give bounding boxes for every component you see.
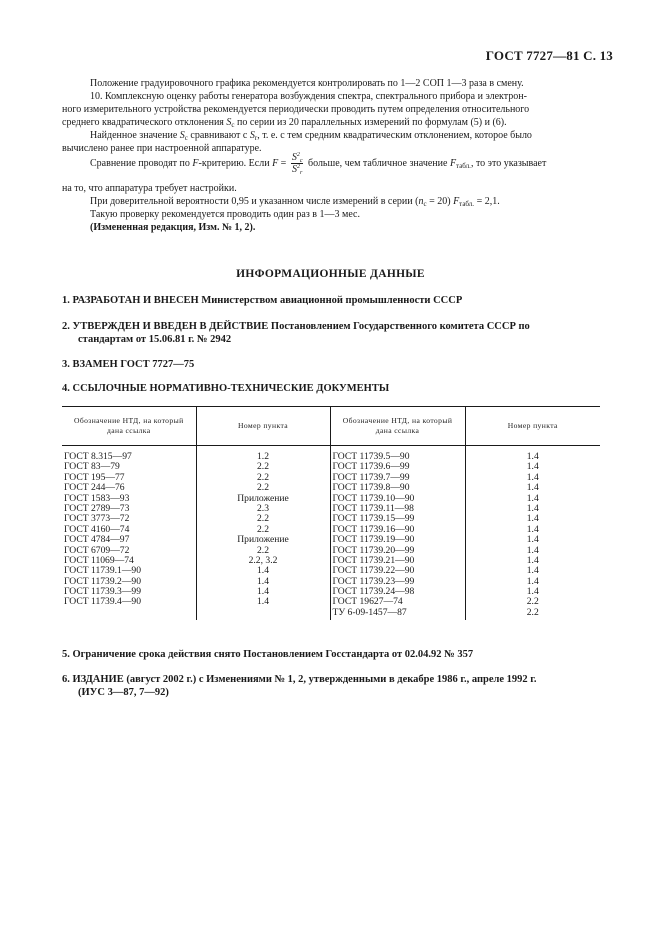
ntd-designation-cell: ГОСТ 83—79 [64,461,120,473]
item-heading: ССЫЛОЧНЫЕ НОРМАТИВНО-ТЕХНИЧЕСКИЕ ДОКУМЕНТЫ [72,383,390,394]
ntd-designation-cell: ГОСТ 11739.11—98 [332,502,414,514]
item-number: 4. [62,383,70,394]
symbol-S: S [249,130,255,141]
clause-number-cell: 2.2 [257,523,269,535]
ntd-designation-cell: ГОСТ 8.315—97 [64,451,132,462]
item-heading: УТВЕРЖДЕН И ВВЕДЕН В ДЕЙСТВИЕ [72,321,269,332]
ntd-designation-cell: ГОСТ 11739.5—90 [332,451,410,462]
table-body-row [62,446,600,621]
ntd-designation-cell: ГОСТ 11069—74 [64,554,134,566]
clause-number-cell: 2.2 [257,461,269,473]
text-fragment: Найденное значение [90,130,178,141]
item-text: стандартам от 15.06.81 г. № 2942 [78,334,232,345]
text-fragment: , т. е. с тем средним квадратическим отклонением, которое было [257,130,532,141]
ntd-designation-cell: ГОСТ 195—77 [64,471,125,483]
ntd-designation-cell: ГОСТ 4784—97 [64,534,130,546]
page-header: ГОСТ 7727—81 С. 13 [485,48,613,63]
clause-number-cell: 2.2 [526,606,539,618]
ntd-designation-cell: ГОСТ 3773—72 [64,513,130,525]
symbol-F: F [192,158,199,169]
item-text: Постановлением Государственного комитета СССР по [270,321,530,332]
ntd-designation-cell: ГОСТ 2789—73 [64,502,130,514]
symbol-n: n [418,196,424,207]
symbol-F: F [272,158,279,169]
ntd-designation-cell: ГОСТ 11739.8—90 [332,482,410,494]
info-item-4 [62,382,612,395]
clause-number-cell: 2.2, 3.2 [248,554,278,566]
clause-number-cell: 1.4 [526,482,539,494]
ntd-designation-cell: ГОСТ 11739.21—90 [332,554,415,566]
clause-number-cell: 1.2 [257,451,269,462]
paragraph [90,195,500,208]
clause-number-cell: 1.4 [526,502,539,514]
symbol-S: S [291,152,297,164]
clause-number-cell: 2.2 [257,482,269,494]
clause-number-cell: 1.4 [526,451,539,462]
ntd-designation-cell: ГОСТ 11739.16—90 [332,523,415,535]
subscript: r [254,134,258,142]
ntd-designation-cell: ГОСТ 19627—74 [332,596,403,608]
ntd-designation-cell: ГОСТ 11739.24—98 [332,586,415,598]
clause-number-cell: 1.4 [257,596,269,608]
item-number: 2. [62,321,70,332]
paragraph: Такую проверку рекомендуется проводить один раз в 1—3 мес. [90,209,360,220]
text-fragment: = 2,1. [476,196,500,207]
clause-number-cell: 1.4 [526,565,539,577]
ntd-designation-cell: ГОСТ 11739.23—99 [332,575,415,587]
item-heading: ВЗАМЕН ГОСТ 7727—75 [72,359,195,370]
paragraph: 10. Комплексную оценку работы генератора возбуждения спектра, спектрального прибора и электрон- [90,91,527,102]
fraction-numerator [291,152,304,164]
ntd-designation-cell: ТУ 6-09-1457—87 [332,606,407,618]
fraction [291,152,304,175]
ntd-designation-cell: ГОСТ 4160—74 [64,523,130,535]
info-item-2-line2 [78,333,628,346]
info-item-6-line2: (ИУС 3—87, 7—92) [78,687,169,698]
info-item-6: 6. ИЗДАНИЕ (август 2002 г.) с Изменениями № 1, 2, утвержденными в декабре 1986 г., апреле 1992 г. [62,674,537,685]
info-item-1 [62,294,612,307]
ntd-designation-cell: ГОСТ 11739.15—99 [332,513,415,525]
clause-number-cell: 2.2 [257,471,269,483]
text-fragment: , то это указывает [470,158,547,169]
clause-number-cell: 1.4 [257,586,269,598]
ntd-designation-cell: ГОСТ 11739.1—90 [64,565,142,577]
superscript: 2 [296,152,300,159]
ntd-designation-cell: ГОСТ 11739.7—99 [332,471,410,483]
ntd-designation-cell: ГОСТ 11739.6—99 [332,461,410,473]
clause-number-cell: Приложение [237,492,289,504]
ntd-designation-cell: ГОСТ 1583—93 [64,492,130,504]
paragraph [90,129,532,142]
right-designations [330,446,465,621]
fraction-denominator [291,164,304,175]
subscript: табл. [459,200,475,208]
amendment-note: (Измененная редакция, Изм. № 1, 2). [90,222,256,233]
text-fragment: = 20) [429,196,451,207]
text-fragment: больше, чем табличное значение [307,158,448,169]
left-clauses [196,446,330,621]
clause-number-cell: 1.4 [526,554,539,566]
header-clause-left: Номер пункта [196,407,330,446]
table-header-row [62,407,600,446]
paragraph: на то, что аппаратура требует настройки. [62,183,237,194]
clause-number-cell: Приложение [237,534,289,546]
ntd-designation-cell: ГОСТ 11739.22—90 [332,565,415,577]
header-designation-left: Обозначение НТД, на который дана ссылка [62,407,196,446]
text-fragment: по серии из 20 параллельных измерений по формулам (5) и (6). [237,117,507,128]
paragraph: ного измерительного устройства рекомендуется периодически проводить путем определения относительного [62,104,530,115]
text-fragment: -критерию. Если [198,158,270,169]
text-fragment: Сравнение проводят по [90,158,190,169]
clause-number-cell: 1.4 [526,471,539,483]
item-text: Министерством авиационной промышленности СССР [201,295,463,306]
symbol-S: S [291,164,297,176]
clause-number-cell: 1.4 [526,461,539,473]
clause-number-cell: 1.4 [526,523,539,535]
right-clauses [465,446,600,621]
clause-number-cell: 1.4 [526,544,539,556]
text-fragment: При доверительной вероятности 0,95 и указанном числе измерений в серии ( [90,196,419,207]
ntd-designation-cell: ГОСТ 6709—72 [64,544,130,556]
ntd-designation-cell: ГОСТ 11739.4—90 [64,596,142,608]
symbol-S: S [179,130,185,141]
reference-table [62,406,600,620]
clause-number-cell: 1.4 [526,513,539,525]
formula-paragraph [90,150,546,178]
superscript: 2 [296,164,300,171]
ntd-designation-cell: ГОСТ 244—76 [64,482,125,494]
clause-number-cell: 1.4 [257,565,269,577]
clause-number-cell: 1.4 [257,575,269,587]
section-title: ИНФОРМАЦИОННЫЕ ДАННЫЕ [236,268,425,280]
item-number: 3. [62,359,70,370]
info-item-3 [62,358,612,371]
clause-number-cell: 1.4 [526,492,539,504]
clause-number-cell: 1.4 [526,586,539,598]
symbol-F: F [449,158,457,169]
clause-number-cell: 1.4 [526,575,539,587]
text-fragment: сравнивают с [190,130,248,141]
info-item-2 [62,320,612,333]
header-clause-right: Номер пункта [465,407,600,446]
text-fragment: среднего квадратического отклонения [62,117,224,128]
ntd-designation-cell: ГОСТ 11739.19—90 [332,534,415,546]
symbol-F: F [453,196,460,207]
ntd-designation-cell: ГОСТ 11739.3—99 [64,586,142,598]
paragraph [62,116,507,129]
ntd-designation-cell: ГОСТ 11739.10—90 [332,492,415,504]
subscript: c [231,121,235,129]
paragraph: Положение градуировочного графика рекомендуется контролировать по 1—2 СОП 1—3 раза в смену. [90,78,524,89]
subscript: c [184,134,188,142]
subscript: r [299,170,303,177]
clause-number-cell: 2.2 [257,513,269,525]
equals-sign: = [280,158,287,169]
clause-number-cell: 1.4 [526,534,539,546]
item-heading: РАЗРАБОТАН И ВНЕСЕН [72,295,199,306]
header-designation-right: Обозначение НТД, на который дана ссылка [330,407,465,446]
paragraph: вычислено ранее при настроенной аппаратуре. [62,143,262,154]
info-item-5: 5. Ограничение срока действия снято Постановлением Госстандарта от 02.04.92 № 357 [62,649,474,660]
left-designations [62,446,196,621]
clause-number-cell: 2.2 [526,596,539,608]
clause-number-cell: 2.3 [257,502,269,514]
item-number: 1. [62,295,70,306]
subscript: c [299,158,303,165]
ntd-designation-cell: ГОСТ 11739.2—90 [64,575,142,587]
symbol-S: S [226,117,232,128]
ntd-designation-cell: ГОСТ 11739.20—99 [332,544,415,556]
subscript: c [423,200,427,208]
subscript: табл. [456,162,471,170]
clause-number-cell: 2.2 [257,544,269,556]
